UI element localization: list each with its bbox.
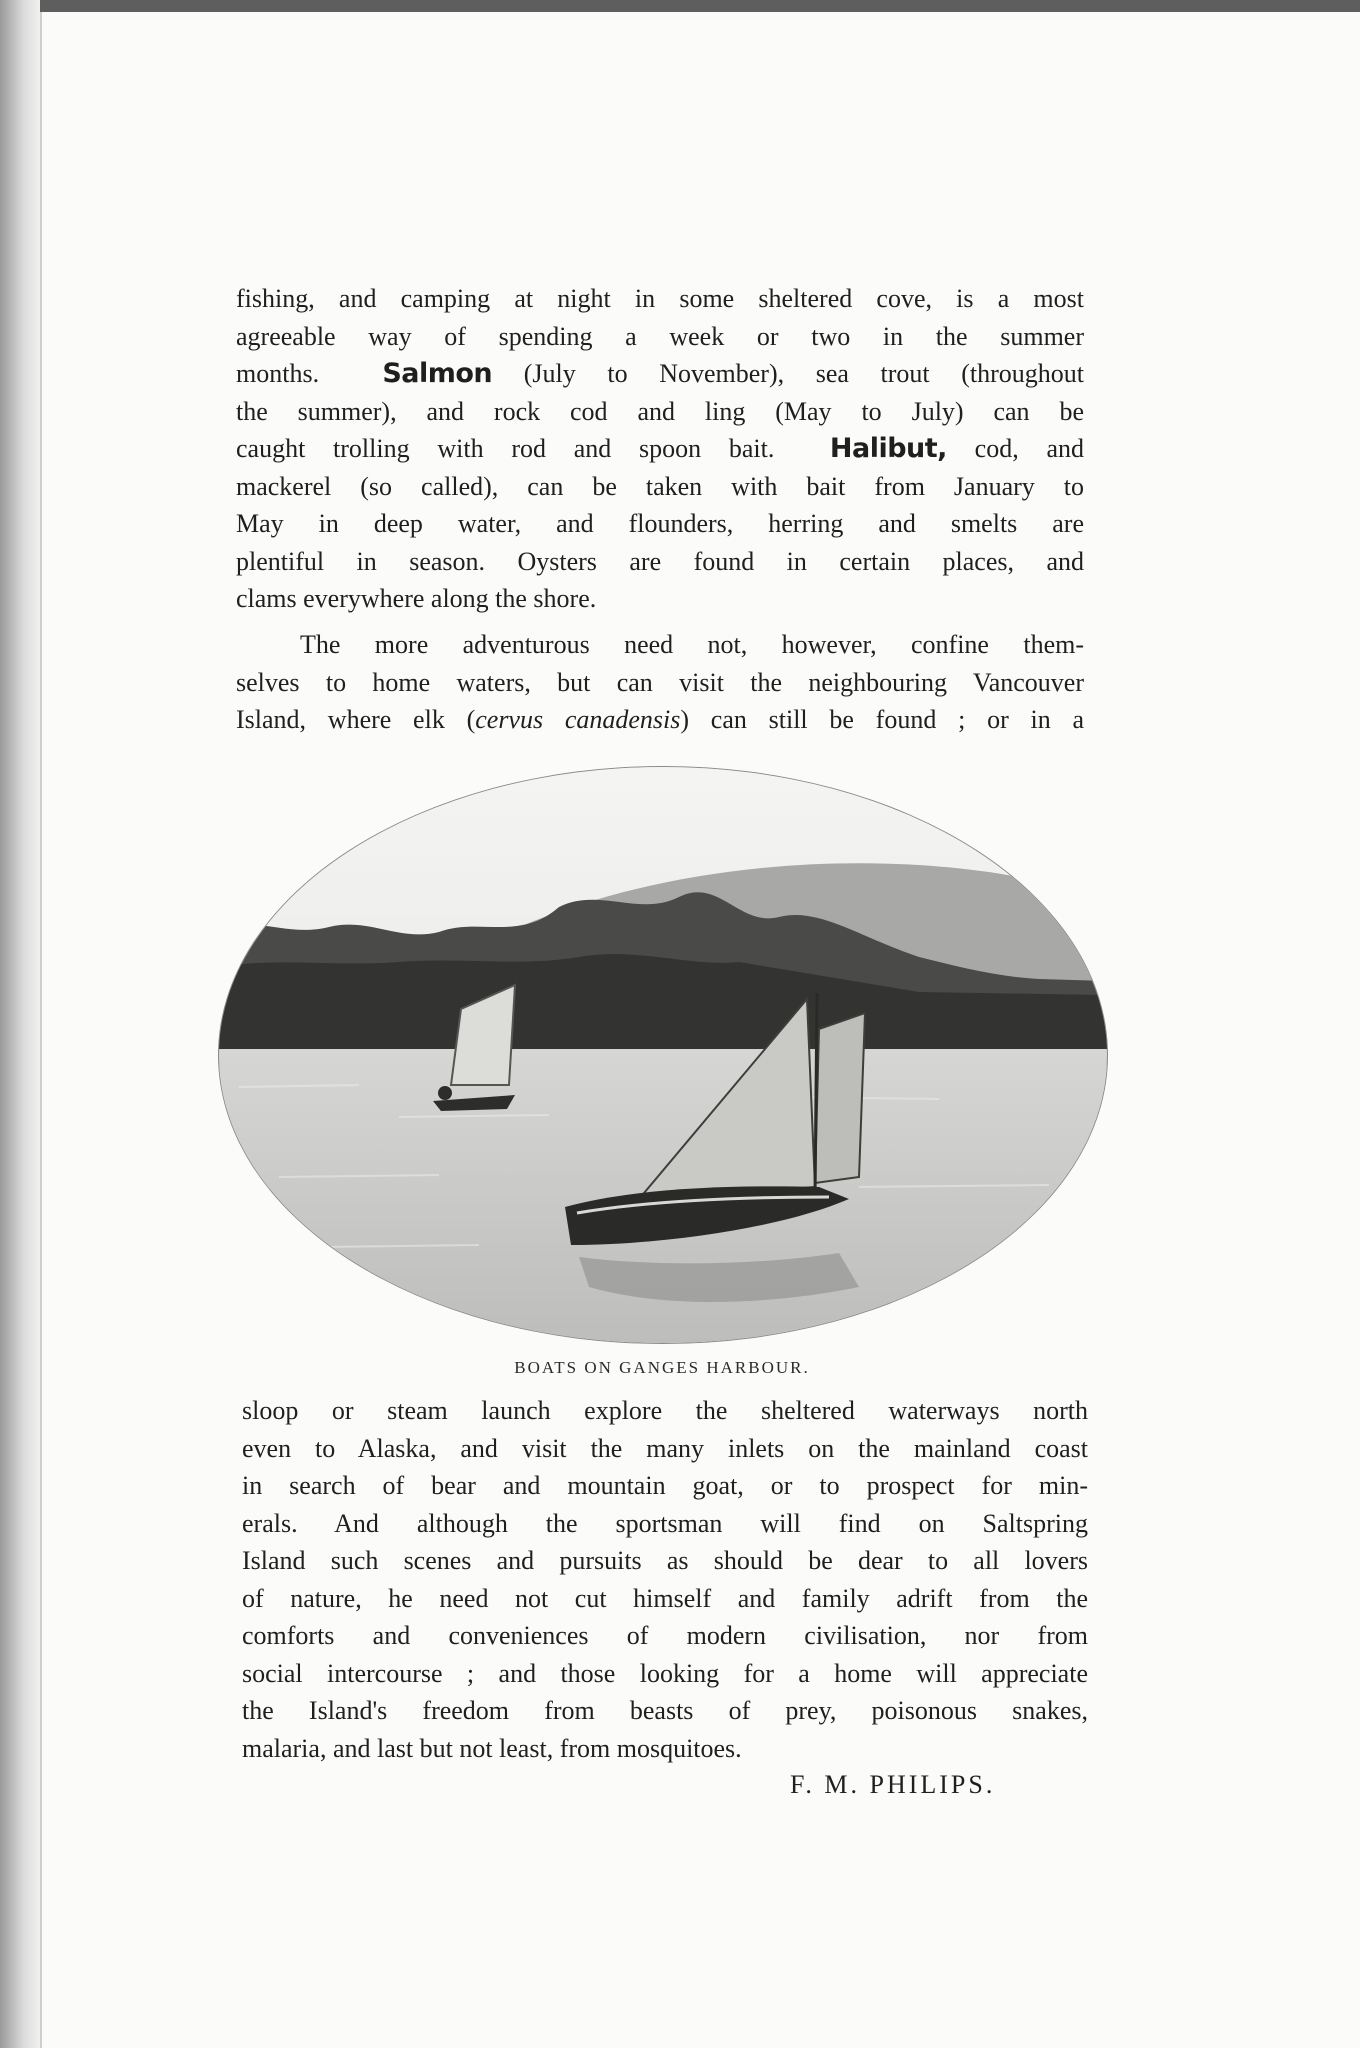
oval-photograph (218, 766, 1108, 1344)
text-line: agreeable way of spending a week or two in the summer (236, 321, 1084, 351)
text-line: the Island's freedom from beasts of prey, poisonous snakes, (242, 1696, 1088, 1725)
text-line: the summer), and rock cod and ling (May to July) can be (236, 396, 1084, 426)
paragraph-2 (236, 626, 1084, 739)
italic-latin-name: cervus canadensis (475, 705, 681, 734)
text-line: Island such scenes and pursuits as should be dear to all lovers (242, 1546, 1088, 1575)
text-fragment: cod, and (974, 434, 1084, 463)
text-fragment: Island, where elk ( (236, 705, 476, 734)
text-line (236, 430, 1084, 468)
text-line: erals. And although the sportsman will find on Saltspring (242, 1508, 1088, 1538)
text-line: plentiful in season. Oysters are found in certain places, and (236, 546, 1084, 576)
text-line: of nature, he need not cut himself and family adrift from the (242, 1583, 1088, 1613)
bold-keyword-salmon: Salmon (382, 358, 493, 389)
paragraph-1 (236, 280, 1084, 618)
text-line: social intercourse ; and those looking for a home will appreciate (242, 1658, 1088, 1688)
author-signature: F. M. PHILIPS. (790, 1770, 996, 1799)
text-fragment: months. (236, 359, 320, 388)
text-line: comforts and conveniences of modern civilisation, nor from (242, 1621, 1088, 1650)
text-line: The more adventurous need not, however, confine them- (300, 630, 1084, 659)
text-fragment: ) can still be found ; or in a (680, 705, 1084, 734)
text-fragment: (July to November), sea trout (throughout (523, 359, 1085, 388)
photo-boats-on-harbour (219, 767, 1107, 1343)
text-line: malaria, and last but not least, from mosquitoes. (242, 1733, 742, 1763)
text-line: mackerel (so called), can be taken with bait from January to (236, 471, 1084, 501)
text-line: in search of bear and mountain goat, or to prospect for min- (242, 1471, 1088, 1500)
scan-gutter-shadow (0, 0, 40, 2048)
text-line: fishing, and camping at night in some sheltered cove, is a most (236, 284, 1084, 313)
text-line: sloop or steam launch explore the sheltered waterways north (242, 1396, 1088, 1425)
far-boat-sailor (438, 1086, 452, 1100)
text-line: clams everywhere along the shore. (236, 584, 597, 613)
scan-top-border (0, 0, 1360, 12)
photo-caption: BOATS ON GANGES HARBOUR. (514, 1358, 810, 1377)
mast (815, 993, 817, 1199)
jib-sail (815, 1013, 865, 1183)
text-fragment: caught trolling with rod and spoon bait. (236, 434, 775, 463)
paragraph-3 (242, 1392, 1088, 1767)
text-line (236, 355, 1084, 393)
bold-keyword-halibut: Halibut, (829, 433, 947, 464)
text-line: May in deep water, and flounders, herring and smelts are (236, 509, 1084, 538)
text-line: even to Alaska, and visit the many inlets on the mainland coast (242, 1433, 1088, 1463)
text-line: selves to home waters, but can visit the neighbouring Vancouver (236, 667, 1084, 697)
text-line (236, 701, 1084, 739)
